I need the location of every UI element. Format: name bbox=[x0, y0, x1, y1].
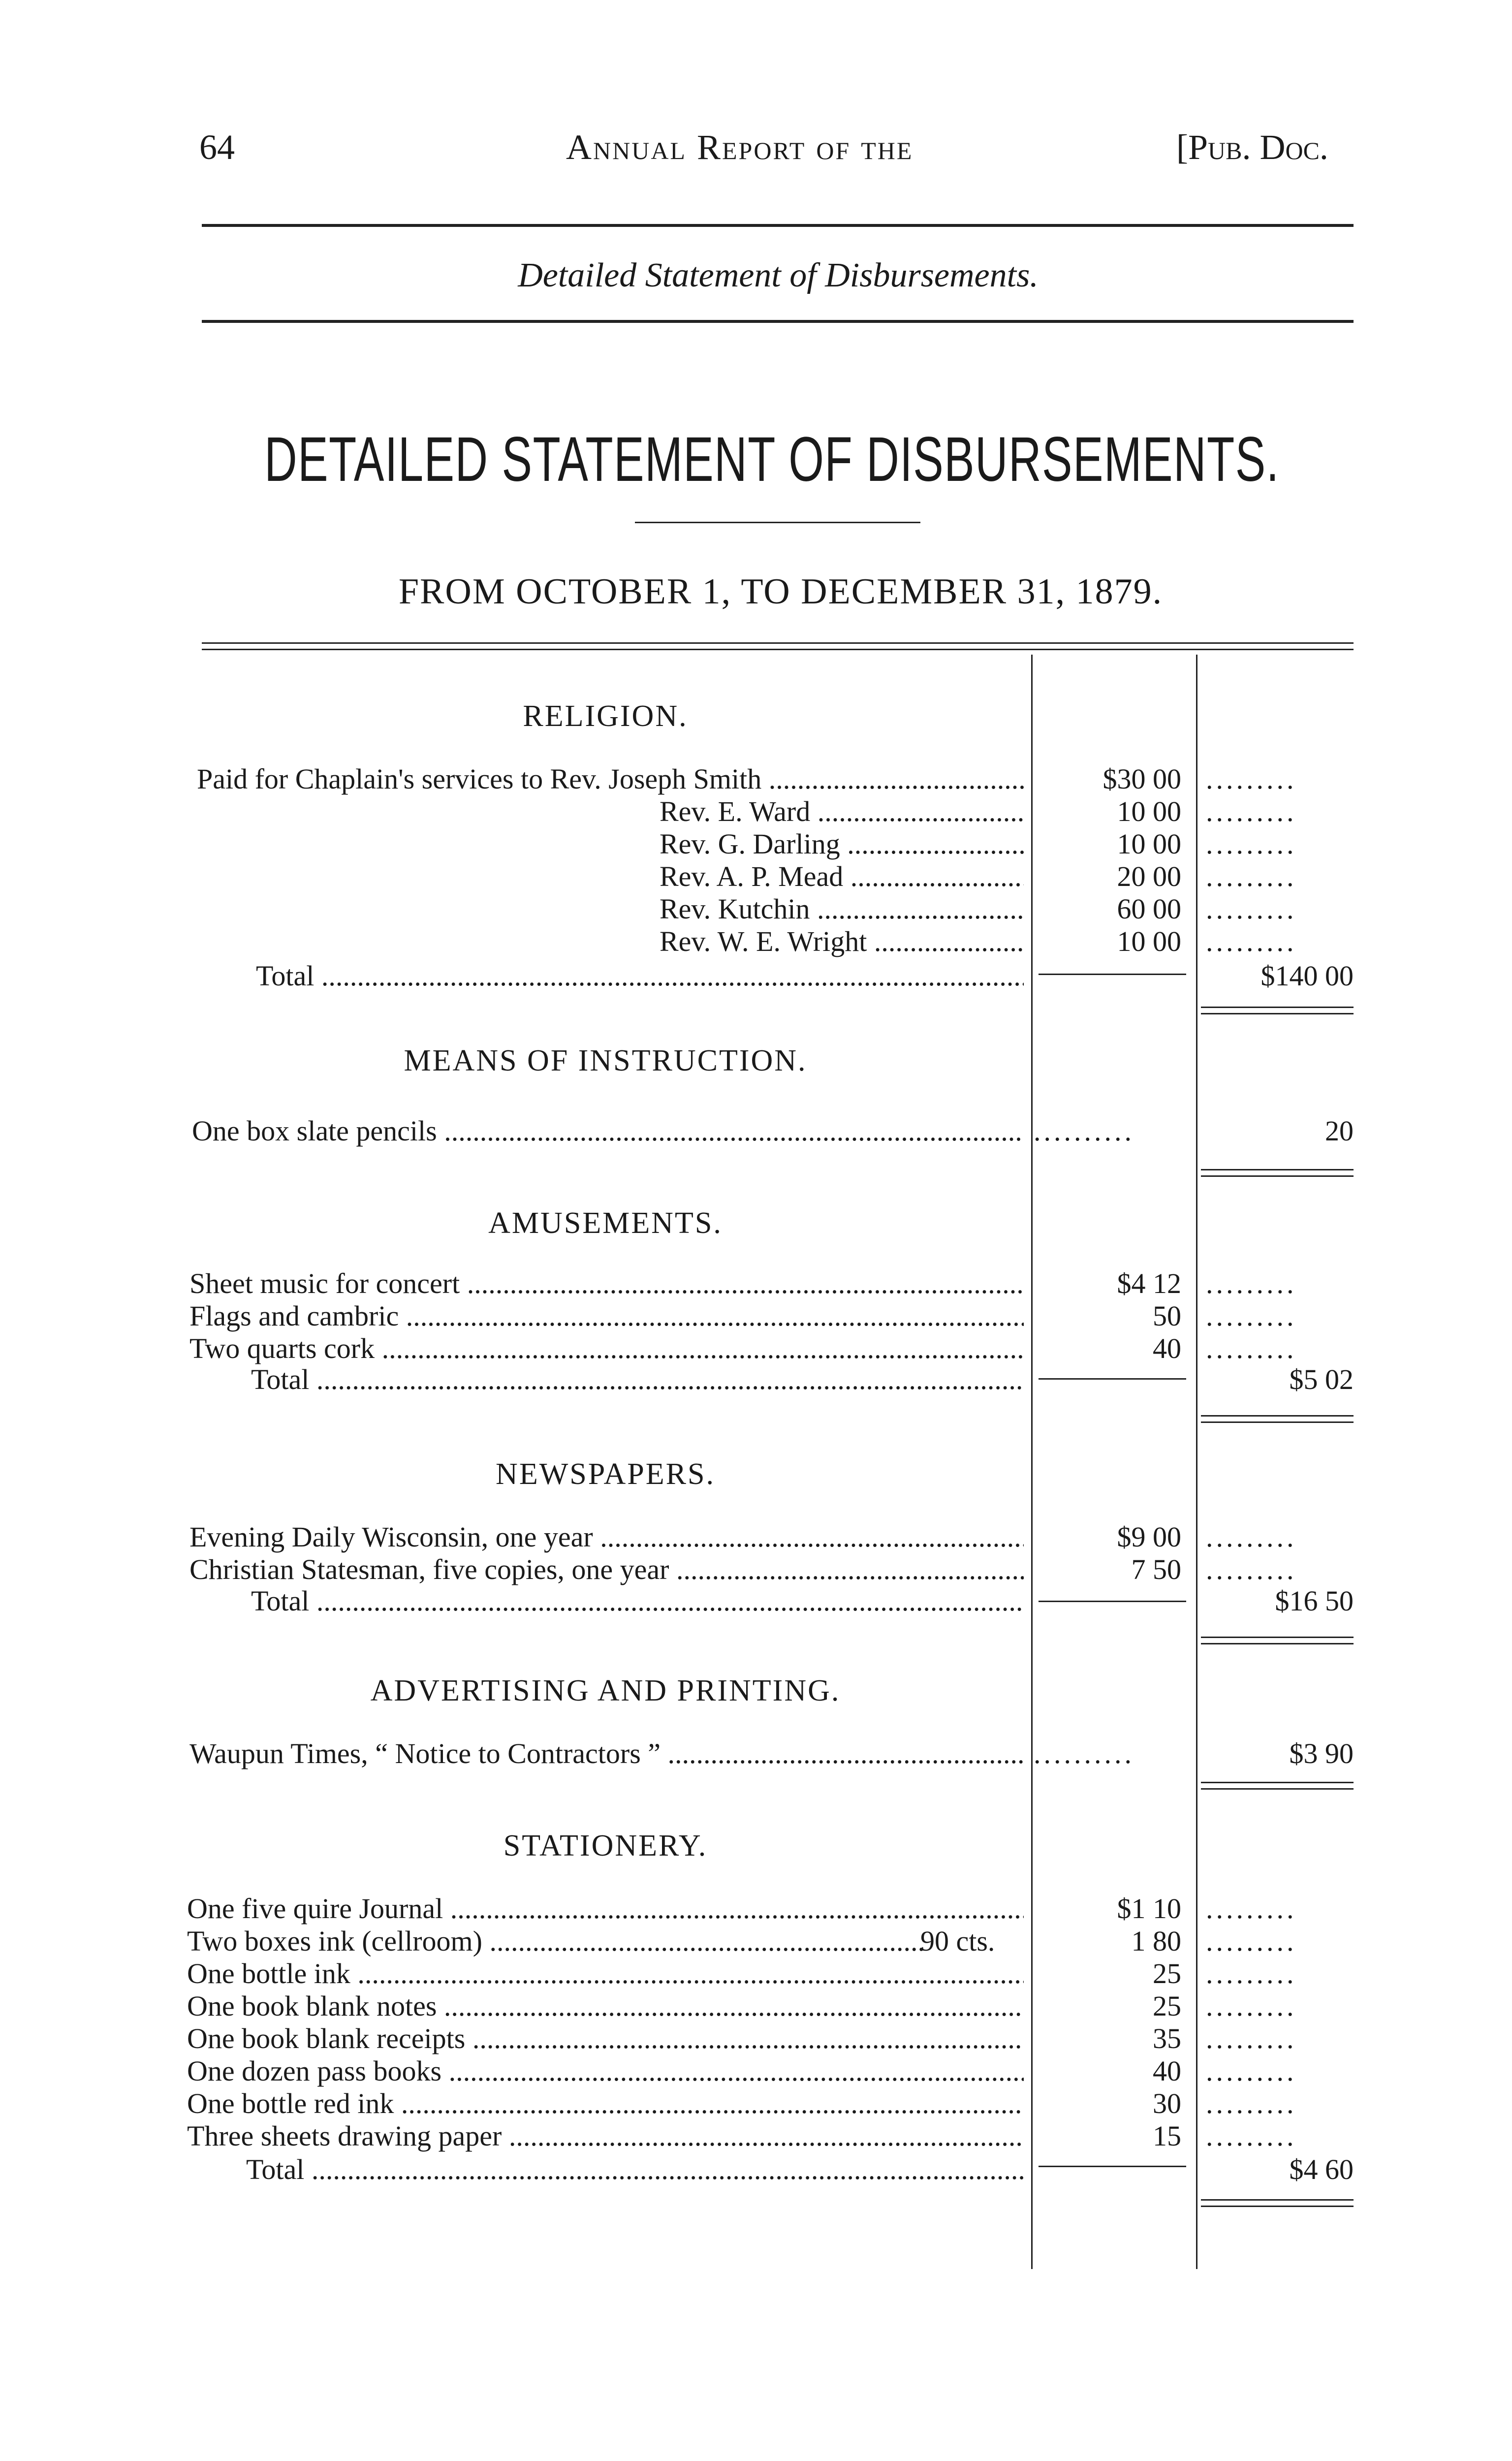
row-label: Sheet music for concert ..... bbox=[189, 1267, 1024, 1300]
running-title: Annual Report of the bbox=[566, 127, 914, 167]
row-note: 90 cts. bbox=[920, 1925, 995, 1957]
row-amount: 10 00 bbox=[1117, 925, 1181, 957]
row-amount: 20 00 bbox=[1117, 860, 1181, 892]
total-label: Total ..... bbox=[251, 1363, 1024, 1396]
section-heading-instruction: MEANS OF INSTRUCTION. bbox=[404, 1044, 807, 1077]
row-label: Evening Daily Wisconsin, one year ..... bbox=[189, 1521, 1024, 1553]
row-amount: $4 12 bbox=[1117, 1267, 1181, 1299]
total-amount: $16 50 bbox=[1275, 1585, 1354, 1617]
row-amount: 25 bbox=[1153, 1990, 1181, 2022]
row-label: Flags and cambric ..... bbox=[189, 1300, 1024, 1332]
subtotal-rule bbox=[1039, 974, 1186, 975]
total-rule bbox=[1201, 1169, 1354, 1170]
subtotal-rule bbox=[1039, 2166, 1186, 2167]
row-amount: 1 80 bbox=[1131, 1925, 1181, 1957]
row-label: Rev. G. Darling ..... bbox=[660, 828, 1024, 860]
subtotal-rule bbox=[1039, 1378, 1186, 1380]
row-amount: 7 50 bbox=[1131, 1553, 1181, 1585]
row-label: Two boxes ink (cellroom) ..... bbox=[187, 1925, 925, 1957]
row-dots: ......... bbox=[1206, 1267, 1297, 1299]
row-label: Rev. Kutchin ..... bbox=[660, 893, 1024, 925]
row-dots: ......... bbox=[1206, 893, 1297, 925]
row-amount: 40 bbox=[1153, 2055, 1181, 2087]
row-label: One book blank notes ..... bbox=[187, 1990, 1024, 2022]
section-heading-newspapers: NEWSPAPERS. bbox=[496, 1457, 715, 1491]
section-heading-amusements: AMUSEMENTS. bbox=[488, 1206, 723, 1240]
column-rule-1 bbox=[1031, 655, 1033, 2269]
row-dots: ......... bbox=[1206, 1300, 1297, 1332]
table-rule-top-2 bbox=[202, 649, 1354, 650]
row-dots: ......... bbox=[1206, 860, 1297, 892]
row-dots: ......... bbox=[1206, 1332, 1297, 1364]
row-amount: $1 10 bbox=[1117, 1893, 1181, 1925]
row-amount: 15 bbox=[1153, 2120, 1181, 2152]
total-rule bbox=[1201, 1415, 1354, 1417]
row-amount: 30 bbox=[1153, 2087, 1181, 2119]
total-rule bbox=[1201, 1007, 1354, 1008]
row-dots: .......... bbox=[1034, 1737, 1134, 1769]
section-heading-stationery: STATIONERY. bbox=[503, 1829, 708, 1862]
table-rule-top bbox=[202, 642, 1354, 644]
row-dots: ......... bbox=[1206, 1553, 1297, 1585]
section-heading-religion: RELIGION. bbox=[523, 699, 688, 733]
row-label: Paid for Chaplain's services to Rev. Joseph Smith ..... bbox=[197, 763, 1024, 795]
header-rule-top bbox=[202, 224, 1354, 227]
row-label: Three sheets drawing paper ..... bbox=[187, 2120, 1024, 2152]
row-label: Two quarts cork ..... bbox=[189, 1332, 1024, 1365]
row-amount: 10 00 bbox=[1117, 795, 1181, 827]
row-amount: 35 bbox=[1153, 2022, 1181, 2054]
row-dots: ......... bbox=[1206, 2055, 1297, 2087]
total-rule bbox=[1201, 1788, 1354, 1790]
total-rule bbox=[1201, 1637, 1354, 1638]
total-label: Total ..... bbox=[251, 1585, 1024, 1617]
row-dots: ......... bbox=[1206, 2120, 1297, 2152]
row-dots: ......... bbox=[1206, 1893, 1297, 1925]
row-label: One dozen pass books ..... bbox=[187, 2055, 1024, 2087]
subtitle: Detailed Statement of Disbursements. bbox=[518, 256, 1039, 294]
row-amount: 40 bbox=[1153, 1332, 1181, 1364]
row-label: One bottle red ink ..... bbox=[187, 2087, 1024, 2120]
total-rule bbox=[1201, 1175, 1354, 1177]
total-amount: $4 60 bbox=[1289, 2153, 1354, 2185]
total-rule bbox=[1201, 1013, 1354, 1014]
row-amount: $30 00 bbox=[1102, 763, 1181, 795]
page-title: DETAILED STATEMENT OF DISBURSEMENTS. bbox=[264, 424, 1280, 495]
row-amount: 25 bbox=[1153, 1957, 1181, 1989]
total-amount: $5 02 bbox=[1289, 1363, 1354, 1395]
row-label: Rev. A. P. Mead ..... bbox=[660, 860, 1024, 893]
row-dots: .......... bbox=[1034, 1115, 1134, 1147]
row-amount: 60 00 bbox=[1117, 893, 1181, 925]
total-rule bbox=[1201, 2206, 1354, 2207]
row-label: One book blank receipts ..... bbox=[187, 2022, 1024, 2055]
row-dots: ......... bbox=[1206, 925, 1297, 957]
date-range: FROM OCTOBER 1, TO DECEMBER 31, 1879. bbox=[398, 571, 1163, 612]
row-dots: ......... bbox=[1206, 763, 1297, 795]
total-rule bbox=[1201, 1643, 1354, 1644]
total-rule bbox=[1201, 1421, 1354, 1423]
row-label: Waupun Times, “ Notice to Contractors ” ..... bbox=[189, 1737, 1024, 1770]
total-amount: 20 bbox=[1325, 1115, 1354, 1147]
row-label: One bottle ink ..... bbox=[187, 1957, 1024, 1990]
total-label: Total ..... bbox=[256, 960, 1024, 992]
row-dots: ......... bbox=[1206, 1957, 1297, 1989]
row-amount: 10 00 bbox=[1117, 828, 1181, 860]
row-dots: ......... bbox=[1206, 1925, 1297, 1957]
doc-type: [Pub. Doc. bbox=[1176, 127, 1328, 167]
row-dots: ......... bbox=[1206, 795, 1297, 827]
total-amount: $3 90 bbox=[1289, 1737, 1354, 1769]
section-heading-advertising: ADVERTISING AND PRINTING. bbox=[370, 1674, 841, 1707]
total-amount: $140 00 bbox=[1260, 960, 1354, 992]
row-dots: ......... bbox=[1206, 2087, 1297, 2119]
total-label: Total ..... bbox=[246, 2153, 1024, 2186]
row-label: Rev. W. E. Wright ..... bbox=[660, 925, 1024, 958]
total-rule bbox=[1201, 1782, 1354, 1783]
row-label: Rev. E. Ward ..... bbox=[660, 795, 1024, 828]
row-dots: ......... bbox=[1206, 1990, 1297, 2022]
column-rule-2 bbox=[1196, 655, 1197, 2269]
subtotal-rule bbox=[1039, 1601, 1186, 1602]
row-label: One five quire Journal ..... bbox=[187, 1893, 1024, 1925]
page-number: 64 bbox=[199, 127, 235, 167]
total-rule bbox=[1201, 2199, 1354, 2201]
header-rule-bottom bbox=[202, 320, 1354, 323]
row-dots: ......... bbox=[1206, 828, 1297, 860]
row-amount: 50 bbox=[1153, 1300, 1181, 1332]
row-label: Christian Statesman, five copies, one year ..... bbox=[189, 1553, 1024, 1586]
row-amount: $9 00 bbox=[1117, 1521, 1181, 1553]
row-dots: ......... bbox=[1206, 2022, 1297, 2054]
row-label: One box slate pencils ..... bbox=[192, 1115, 1024, 1147]
row-dots: ......... bbox=[1206, 1521, 1297, 1553]
title-rule bbox=[635, 522, 920, 523]
